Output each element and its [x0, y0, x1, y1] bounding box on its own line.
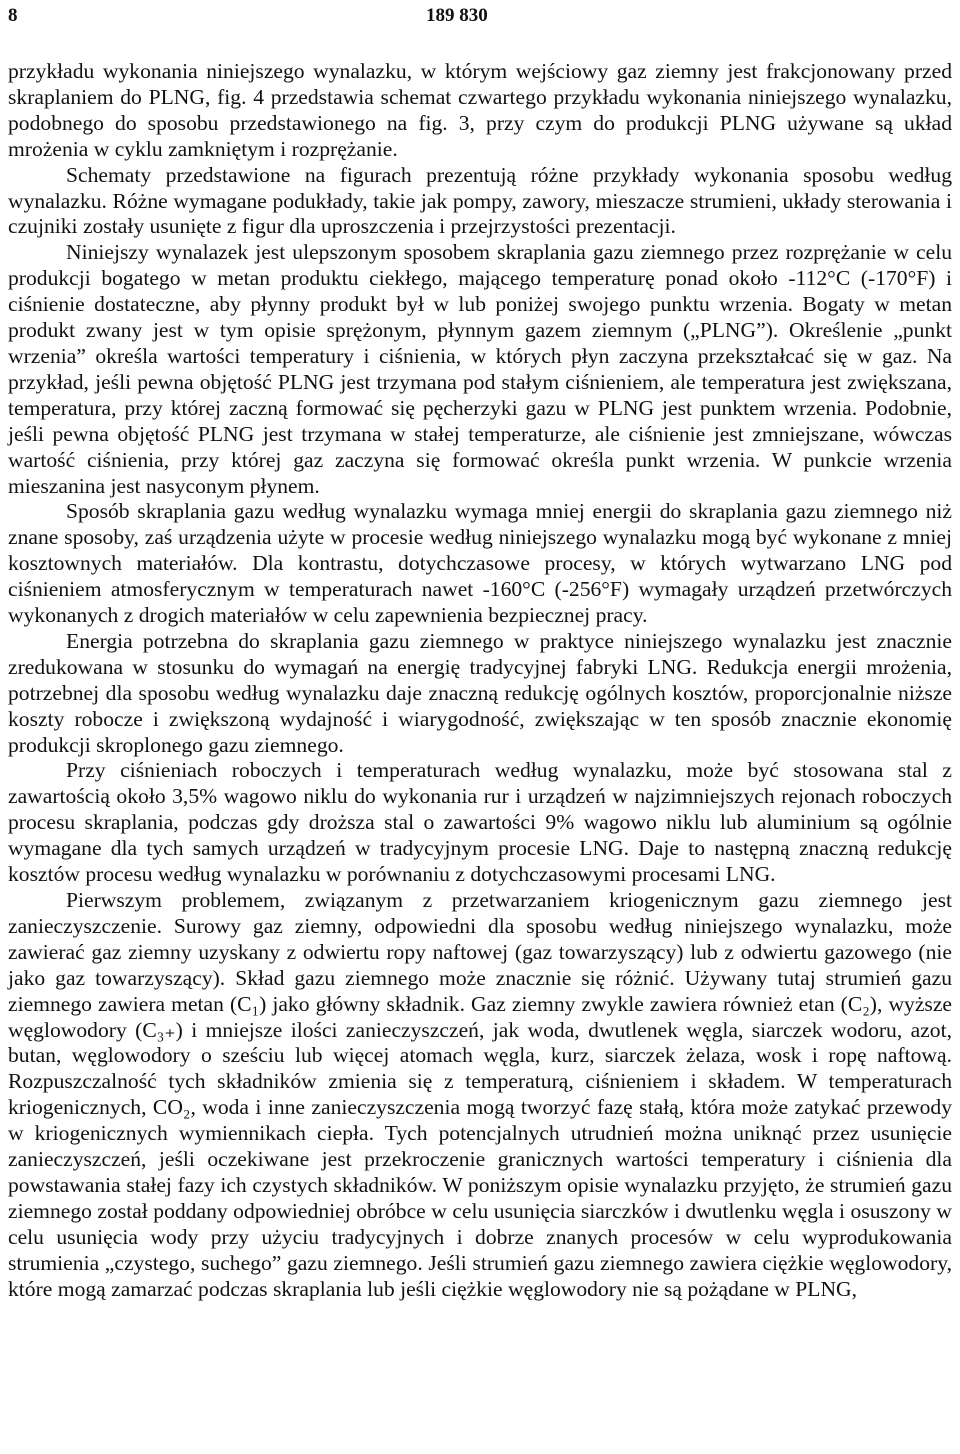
- paragraph-continuation: przykładu wykonania niniejszego wynalazku, w którym wejściowy gaz ziemny jest frakcjonowany przed skraplaniem do PLNG, fig. 4 przedstawia schemat czwartego przykładu wykonania niniejszego wynalazku, podobnego do sposobu przedstawionego na fig. 3, przy czym do produkcji PLNG używane są układ mrożenia w cyklu zamkniętym i rozprężanie.: [8, 59, 952, 161]
- paragraph-contamination: Pierwszym problemem, związanym z przetwarzaniem kriogenicznym gazu ziemnego jest zanieczyszczenie. Surowy gaz ziemny, odpowiedni dla sposobu według niniejszego wynalazku, może zawierać gaz ziemny uzyskany z odwiertu ropy naftowej (gaz towarzyszący) lub z odwiertu gazowego (nie jako gaz towarzyszący). Skład gazu ziemnego może znacznie się różnić. Używany tutaj strumień gazu ziemnego zawiera metan (C₁) jako główny składnik. Gaz ziemny zwykle zawiera również etan (C₂), wyższe węglowodory (C₃₊) i mniejsze ilości zanieczyszczeń, jak woda, dwutlenek węgla, siarczek wodoru, azot, butan, węglowodory o sześciu lub więcej atomach węgla, kurz, siarczek żelaza, wosk i ropę naftową. Rozpuszczalność tych składników zmienia się z temperaturą, ciśnieniem i składem. W temperaturach kriogenicznych, CO₂, woda i inne zanieczyszczenia mogą tworzyć fazę stałą, która może zatykać przewody w kriogenicznych wymiennikach ciepła. Tych potencjalnych utrudnień można uniknąć przez usunięcie zanieczyszczeń, jeśli oczekiwane jest przekroczenie granicznych wartości temperatury i ciśnienia dla powstawania stałej fazy ich czystych składników. W poniższym opisie wynalazku przyjęto, że strumień gazu ziemnego został poddany odpowiedniej obróbce w celu usunięcia siarczków i dwutlenku węgla i osuszony w celu usunięcia wody przy użyciu tradycyjnych i dobrze znanych procesów w celu wyprodukowania strumienia „czystego, suchego” gazu ziemnego. Jeśli strumień gazu ziemnego zawiera ciężkie węglowodory, które mogą zamarzać podczas skraplania lub jeśli ciężkie węglowodory nie są pożądane w PLNG,: [8, 888, 952, 1301]
- paragraph-schematics: Schematy przedstawione na figurach prezentują różne przykłady wykonania sposobu według wynalazku. Różne wymagane podukłady, takie jak pompy, zawory, mieszacze strumieni, układy sterowania i czujniki zostały usunięte z figur dla uproszczenia i przejrzystości prezentacji.: [8, 162, 952, 239]
- page-number: 8: [8, 5, 18, 26]
- paragraph-energy-reduction: Energia potrzebna do skraplania gazu ziemnego w praktyce niniejszego wynalazku jest znacznie zredukowana w stosunku do wymagań na energię tradycyjnej fabryki LNG. Redukcja energii mrożenia, potrzebnej dla sposobu według wynalazku daje znaczną redukcję ogólnych kosztów, proporcjonalnie niższe koszty robocze i zwiększoną wydajność i wiarygodność, zwiększając w ten sposób znacznie ekonomię produkcji skroplonego gazu ziemnego.: [8, 628, 952, 757]
- paragraph-plng-definition: Niniejszy wynalazek jest ulepszonym sposobem skraplania gazu ziemnego przez rozprężanie w celu produkcji bogatego w metan produktu ciekłego, mającego temperaturę ponad około -112°C (-170°F) i ciśnienie dostateczne, aby płynny produkt był w lub poniżej swojego punktu wrzenia. Bogaty w metan produkt zwany jest w tym opisie sprężonym, płynnym gazem ziemnym („PLNG”). Określenie „punkt wrzenia” określa wartości temperatury i ciśnienia, w których płyn zaczyna przekształcać się w gaz. Na przykład, jeśli pewna objętość PLNG jest trzymana pod stałym ciśnieniem, ale temperatura jest zwiększana, temperatura, przy której zaczną formować się pęcherzyki gazu w PLNG jest punktem wrzenia. Podobnie, jeśli pewna objętość PLNG jest trzymana w stałej temperaturze, ale ciśnienie jest zmniejszane, wówczas wartość ciśnienia, przy której gaz zaczyna się formować określa punkt wrzenia. W punkcie wrzenia mieszanina jest nasyconym płynem.: [8, 240, 952, 498]
- paragraph-energy-comparison: Sposób skraplania gazu według wynalazku wymaga mniej energii do skraplania gazu ziemnego niż znane sposoby, zaś urządzenia użyte w procesie według niniejszego wynalazku mogą być wykonane z mniej kosztownych materiałów. Dla kontrastu, dotychczasowe procesy, w których wytwarzano LNG pod ciśnieniem atmosferycznym w temperaturach nawet -160°C (-256°F) wymagały urządzeń przetwórczych wykonanych z drogich materiałów w celu zapewnienia bezpiecznej pracy.: [8, 499, 952, 628]
- document-body: [8, 59, 952, 1303]
- document-number: 189 830: [426, 5, 488, 26]
- page-header: [4, 2, 956, 32]
- paragraph-steel-materials: Przy ciśnieniach roboczych i temperaturach według wynalazku, może być stosowana stal z zawartością około 3,5% wagowo niklu do wykonania rur i urządzeń w najzimniejszych rejonach roboczych procesu skraplania, podczas gdy droższa stal o zawartości 9% wagowo niklu lub aluminium są ogólnie wymagane dla tych samych urządzeń w tradycyjnym procesie LNG. Daje to następną znaczną redukcję kosztów procesu według wynalazku w porównaniu z dotychczasowymi procesami LNG.: [8, 758, 952, 887]
